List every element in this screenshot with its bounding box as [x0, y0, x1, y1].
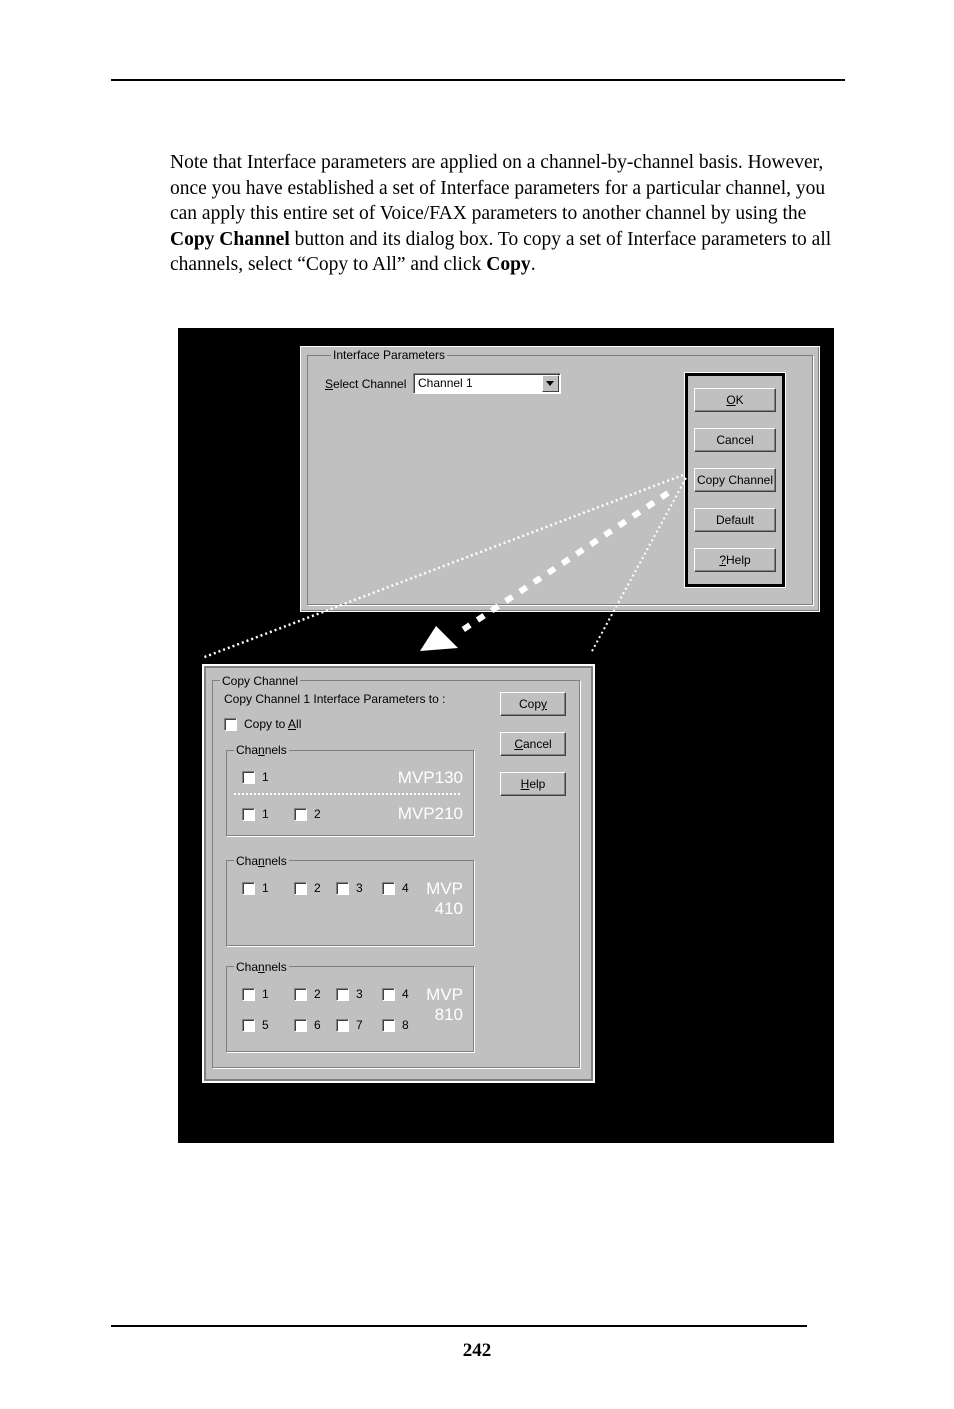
- mvp130-channel-1-checkbox[interactable]: 1: [242, 770, 269, 784]
- ok-button[interactable]: OK: [694, 388, 776, 412]
- dialog-cancel-button[interactable]: Cancel: [500, 732, 566, 756]
- page-number: 242: [462, 1340, 492, 1361]
- body-paragraph: Note that Interface parameters are applied on a channel-by-channel basis. However, once you have established a set of Interface parameters for a particular channel, you can apply this entire set of Voice/FAX parameters to another channel by using the Copy Channel button and its dialog box. To copy a set of Interface parameters to all channels, select “Copy to All” and click Copy.: [170, 152, 832, 275]
- mvp210-channel-2-checkbox[interactable]: 2: [294, 807, 321, 821]
- channels-group-title: Channels: [236, 854, 287, 868]
- channels-group-title: Channels: [236, 743, 287, 757]
- mvp210-channel-1-checkbox[interactable]: 1: [242, 807, 269, 821]
- mvp810-channel-8-checkbox[interactable]: 8: [382, 1018, 409, 1032]
- copy-button[interactable]: Copy: [500, 692, 566, 716]
- mvp810-channel-3-checkbox[interactable]: 3: [336, 987, 363, 1001]
- model-divider: [234, 793, 460, 795]
- select-channel-value: Channel 1: [418, 376, 473, 390]
- copy-channel-dialog: [202, 664, 595, 1083]
- interface-parameters-title: Interface Parameters: [333, 348, 446, 362]
- mvp810-channel-6-checkbox[interactable]: 6: [294, 1018, 321, 1032]
- mvp810-label: MVP 810: [426, 985, 463, 1024]
- screenshot-figure: [178, 328, 834, 1143]
- mvp810-channel-7-checkbox[interactable]: 7: [336, 1018, 363, 1032]
- dialog-help-button[interactable]: Help: [500, 772, 566, 796]
- mvp130-label: MVP130: [397, 768, 463, 787]
- checkbox-box[interactable]: [224, 718, 237, 731]
- copy-channel-title: Copy Channel: [222, 674, 299, 688]
- mvp810-channel-1-checkbox[interactable]: 1: [242, 987, 269, 1001]
- header-rule: [111, 79, 845, 81]
- mvp210-label: MVP210: [397, 804, 463, 823]
- mvp410-label: MVP 410: [426, 879, 463, 918]
- copy-channel-button[interactable]: Copy Channel: [694, 468, 776, 492]
- callout-arrow-shaft: [458, 493, 668, 633]
- mvp410-channel-1-checkbox[interactable]: 1: [242, 881, 269, 895]
- copy-to-all-checkbox[interactable]: Copy to All: [224, 717, 301, 731]
- channels-group-title: Channels: [236, 960, 287, 974]
- select-channel-label: Select Channel: [325, 377, 407, 391]
- footer-rule: [111, 1325, 807, 1327]
- callout-line-right: [591, 478, 686, 653]
- copy-description: Copy Channel 1 Interface Parameters to :: [224, 692, 446, 706]
- mvp410-channel-3-checkbox[interactable]: 3: [336, 881, 363, 895]
- default-button[interactable]: Default: [694, 508, 776, 532]
- mvp810-channel-2-checkbox[interactable]: 2: [294, 987, 321, 1001]
- callout-line-left: [202, 475, 683, 658]
- mvp810-channel-5-checkbox[interactable]: 5: [242, 1018, 269, 1032]
- mvp410-channel-4-checkbox[interactable]: 4: [382, 881, 409, 895]
- mvp810-channel-4-checkbox[interactable]: 4: [382, 987, 409, 1001]
- help-button[interactable]: ?Help: [694, 548, 776, 572]
- cancel-button[interactable]: Cancel: [694, 428, 776, 452]
- callout-arrowhead: [420, 626, 458, 651]
- mvp410-channel-2-checkbox[interactable]: 2: [294, 881, 321, 895]
